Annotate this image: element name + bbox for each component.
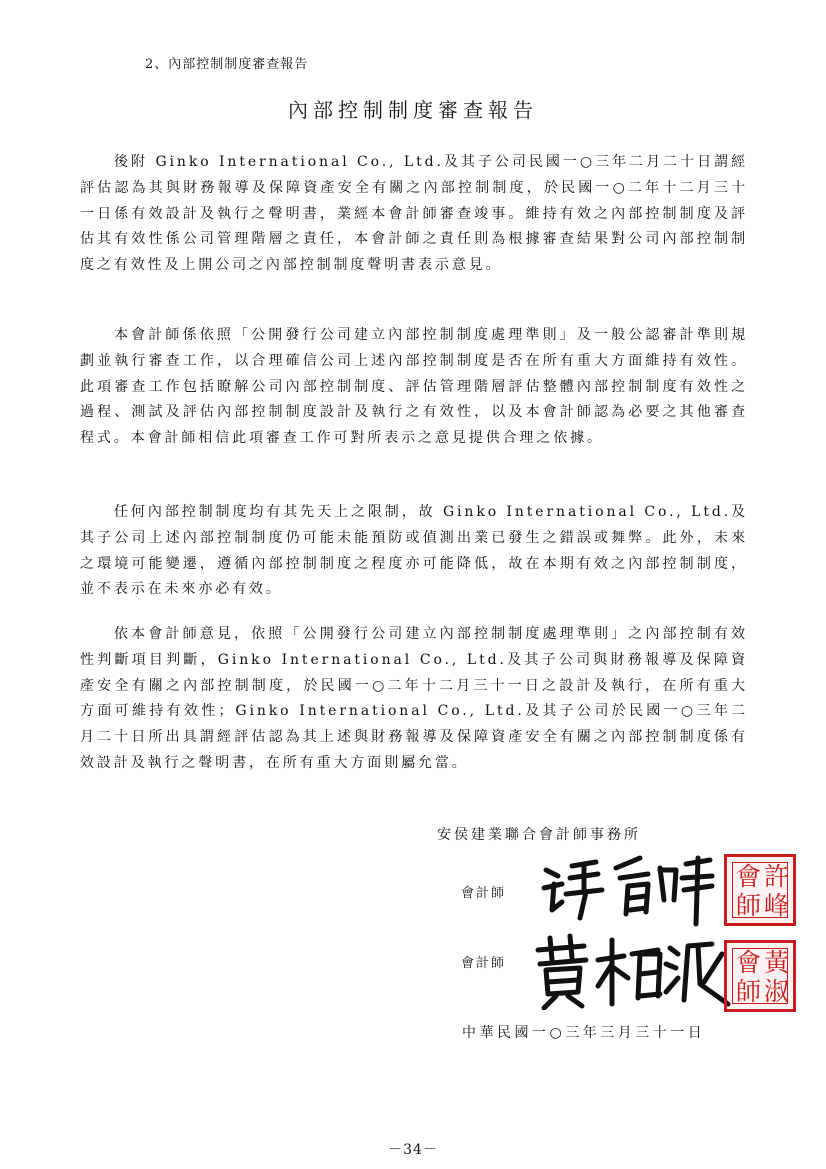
signature-image-1 bbox=[536, 848, 716, 928]
page-number: －34－ bbox=[388, 1142, 438, 1158]
accountant-label-2: 會計師 bbox=[461, 956, 507, 971]
signature-image-2 bbox=[532, 930, 732, 1010]
report-title: 內部控制制度審查報告 bbox=[288, 98, 538, 122]
report-date: 中華民國一○三年三月三十一日 bbox=[462, 1025, 706, 1041]
paragraph-limitations: 任何內部控制制度均有其先天上之限制，故 Ginko International Co., Ltd.及其子公司上述內部控制制度仍可能未能預防或偵測出業已發生之錯誤或舞弊。此外，未來之環境可能變遷，遵循內部控制制度之程度亦可能降低，故在本期有效之內部控制制度，並不表示在未來亦必有效。 bbox=[80, 504, 748, 598]
seal-stamp-2: 黃 會 淑 師 bbox=[724, 940, 796, 1012]
firm-name: 安侯建業聯合會計師事務所 bbox=[437, 827, 641, 843]
seal-stamp-1: 許 會 峰 師 bbox=[724, 854, 796, 926]
paragraph-scope: 後附 Ginko International Co., Ltd.及其子公司民國一○三年二月二十日謂經評估認為其與財務報導及保障資產安全有關之內部控制制度，於民國一○二年十二月三十一日係有效設計及執行之聲明書，業經本會計師審查竣事。維持有效之內部控制制度及評估其有效性係公司管理階層之責任，本會計師之責任則為根據審查結果對公司內部控制制度之有效性及上開公司之內部控制制度聲明書表示意見。 bbox=[80, 154, 748, 274]
paragraph-basis: 本會計師係依照「公開發行公司建立內部控制制度處理準則」及一般公認審計準則規劃並執行審查工作，以合理確信公司上述內部控制制度是否在所有重大方面維持有效性。此項審查工作包括瞭解公司內部控制制度、評估管理階層評估整體內部控制制度有效性之過程、測試及評估內部控制制度設計及執行之有效性，以及本會計師認為必要之其他審查程式。本會計師相信此項審查工作可對所表示之意見提供合理之依據。 bbox=[80, 327, 748, 447]
section-label: 2、內部控制制度審查報告 bbox=[145, 57, 309, 72]
paragraph-opinion: 依本會計師意見，依照「公開發行公司建立內部控制制度處理準則」之內部控制有效性判斷項目判斷，Ginko International Co., Ltd.及其子公司與財務報導及保障資產安全有關之內部控制制度，於民國一○二年十二月三十一日之設計及執行，在所有重大方面可維持有效性；Ginko International Co., Ltd.及其子公司於民國一○三年二月二十日所出具謂經評估認為其上述與財務報導及保障資產安全有關之內部控制制度係有效設計及執行之聲明書，在所有重大方面則屬允當。 bbox=[80, 626, 748, 771]
accountant-label-1: 會計師 bbox=[461, 886, 507, 901]
